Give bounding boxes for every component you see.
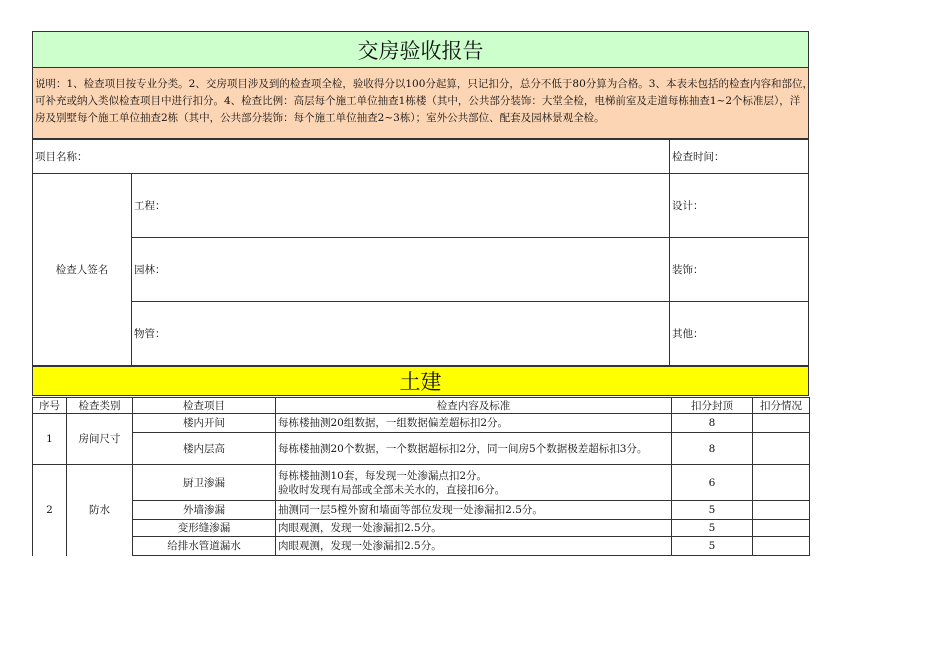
signer-landscape-label: 园林：	[134, 264, 166, 276]
row-deduct[interactable]	[753, 501, 810, 520]
row-item: 变形缝渗漏	[133, 520, 276, 537]
row-category: 防水	[67, 465, 133, 556]
row-item: 给排水管道漏水	[133, 537, 276, 556]
signer-property-label: 物管：	[134, 328, 166, 340]
row-content: 抽测同一层5樘外窗和墙面等部位发现一处渗漏扣2.5分。	[276, 501, 672, 520]
signer-design-cell[interactable]	[669, 173, 809, 238]
row-deduct[interactable]	[753, 520, 810, 537]
table-row	[33, 537, 810, 556]
row-cap: 8	[672, 433, 753, 465]
signer-design-label: 设计：	[672, 200, 704, 212]
row-content: 肉眼观测，发现一处渗漏扣2.5分。	[276, 537, 672, 556]
section-title: 土建	[32, 366, 809, 396]
table-row	[33, 501, 810, 520]
row-no: 2	[33, 465, 67, 556]
row-content: 每栋楼抽测10套，每发现一处渗漏点扣2分。 验收时发现有局部或全部未关水的，直接扣6分。	[276, 465, 672, 501]
header-no: 序号	[33, 398, 67, 414]
inspect-time-label: 检查时间：	[672, 151, 725, 163]
row-content: 肉眼观测，发现一处渗漏扣2.5分。	[276, 520, 672, 537]
project-name-cell[interactable]	[32, 139, 670, 174]
instructions-note	[32, 67, 813, 139]
header-content: 检查内容及标准	[276, 398, 672, 414]
row-cap: 5	[672, 520, 753, 537]
signer-property-cell[interactable]	[131, 301, 670, 366]
row-deduct[interactable]	[753, 537, 810, 556]
signer-engineering-label: 工程：	[134, 200, 166, 212]
table-row	[33, 520, 810, 537]
header-deduct: 扣分情况	[753, 398, 810, 414]
signer-other-label: 其他：	[672, 328, 704, 340]
row-deduct[interactable]	[753, 465, 810, 501]
row-item: 楼内开间	[133, 414, 276, 433]
row-deduct[interactable]	[753, 433, 810, 465]
row-cap: 5	[672, 501, 753, 520]
instructions-line: 房及别墅每个施工单位抽查2栋（其中，公共部分装饰：每个施工单位抽查2~3栋）；室外公共部位、配套及园林景观全检。	[35, 112, 605, 124]
signer-landscape-cell[interactable]	[131, 237, 670, 302]
row-item: 外墙渗漏	[133, 501, 276, 520]
row-content: 每栋楼抽测20个数据，一个数据超标扣2分，同一间房5个数据极差超标扣3分。	[276, 433, 672, 465]
instructions-line: 说明：1、检查项目按专业分类。2、交房项目涉及到的检查项全检，验收得分以100分起算，只记扣分，总分不低于80分算为合格。3、本表未包括的检查内容和部位，	[35, 78, 813, 90]
row-cap: 5	[672, 537, 753, 556]
row-content: 每栋楼抽测20组数据，一组数据偏差超标扣2分。	[276, 414, 672, 433]
project-name-label: 项目名称：	[35, 151, 88, 163]
row-item: 楼内层高	[133, 433, 276, 465]
signers-label: 检查人签名	[55, 264, 109, 276]
inspection-table	[32, 397, 810, 556]
row-category: 房间尺寸	[67, 414, 133, 465]
instructions-line: 可补充或纳入类似检查项目中进行扣分。4、检查比例：高层每个施工单位抽查1栋楼（其中，公共部分装饰：大堂全检，电梯前室及走道每栋抽查1~2个标准层），洋	[35, 95, 801, 107]
header-cap: 扣分封顶	[672, 398, 753, 414]
row-cap: 6	[672, 465, 753, 501]
row-deduct[interactable]	[753, 414, 810, 433]
row-cap: 8	[672, 414, 753, 433]
signer-decoration-label: 装饰：	[672, 264, 704, 276]
signer-decoration-cell[interactable]	[669, 237, 809, 302]
table-row	[33, 433, 810, 465]
table-row	[33, 414, 810, 433]
table-header-row	[33, 398, 810, 414]
row-no: 1	[33, 414, 67, 465]
report-title: 交房验收报告	[32, 31, 809, 67]
signer-other-cell[interactable]	[669, 301, 809, 366]
signers-label-cell	[32, 173, 132, 366]
signer-engineering-cell[interactable]	[131, 173, 670, 238]
header-item: 检查项目	[133, 398, 276, 414]
row-item: 厨卫渗漏	[133, 465, 276, 501]
table-row	[33, 465, 810, 501]
header-category: 检查类别	[67, 398, 133, 414]
inspect-time-cell[interactable]	[669, 139, 809, 174]
